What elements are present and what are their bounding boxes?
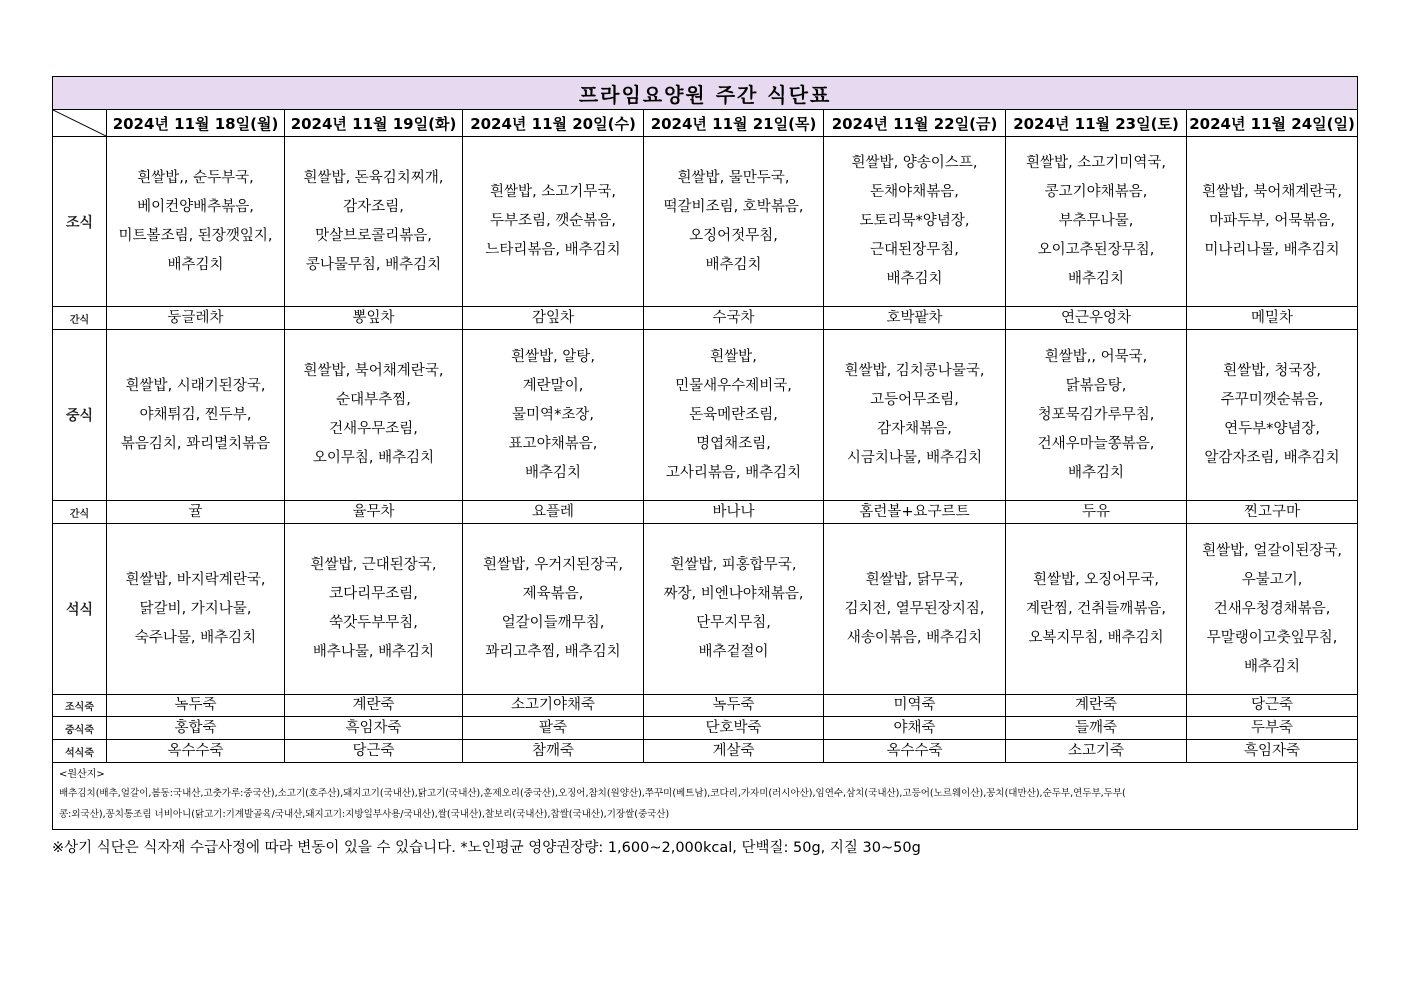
- menu-item-line: 배추김치: [1067, 271, 1125, 287]
- origin-row: [53, 763, 1358, 830]
- row-label: 조식죽: [53, 695, 107, 717]
- snack1-row: [53, 307, 1358, 330]
- menu-item-line: 우불고기,: [1241, 571, 1303, 588]
- menu-item-line: 오이무침, 배추김치: [312, 450, 435, 466]
- menu-item-line: 볶음김치, 꽈리멸치볶음: [120, 435, 271, 452]
- meal-cell: [1187, 330, 1358, 501]
- footnote: ※상기 식단은 식자재 수급사정에 따라 변동이 있을 수 있습니다. *노인평균 영양권장량: 1,600~2,000kcal, 단백질: 50g, 지질 30~50g: [52, 840, 921, 856]
- snack-cell: 바나나: [644, 501, 824, 524]
- breakfast-row: [53, 137, 1358, 307]
- menu-item-line: 숙주나물, 배추김치: [134, 629, 257, 646]
- origin-info: [53, 763, 1358, 830]
- menu-item-line: 흰쌀밥, 소고기미역국,: [1026, 155, 1166, 171]
- menu-item-line: 닭갈비, 가지나물,: [139, 600, 252, 617]
- menu-item-line: 돈채야채볶음,: [870, 184, 959, 200]
- porridge-cell: 녹두죽: [107, 695, 285, 717]
- menu-item-line: 돈육메란조림,: [689, 406, 778, 423]
- menu-item-line: 흰쌀밥, 얼갈이된장국,: [1202, 542, 1342, 559]
- meal-cell: [1006, 330, 1187, 501]
- snack-cell: 수국차: [644, 307, 824, 330]
- meal-cell: [463, 137, 644, 307]
- date-header: 2024년 11월 21일(목): [644, 110, 824, 137]
- lunch-row: [53, 330, 1358, 501]
- menu-item-line: 오복지무침, 배추김치: [1028, 629, 1164, 646]
- meal-cell: [644, 330, 824, 501]
- menu-item-line: 배추김치: [705, 256, 762, 273]
- porridge_d-row: [53, 740, 1358, 763]
- meal-cell: [1006, 137, 1187, 307]
- row-label: 석식: [53, 524, 107, 695]
- menu-item-line: 도토리묵*양념장,: [859, 213, 970, 229]
- menu-item-line: 감자조림,: [343, 198, 404, 215]
- menu-item-line: 건새우무조림,: [329, 421, 418, 437]
- menu-item-line: 흰쌀밥, 북어채계란국,: [1202, 184, 1342, 200]
- date-header: 2024년 11월 18일(월): [107, 110, 285, 137]
- snack-cell: 호박팥차: [824, 307, 1006, 330]
- date-header: 2024년 11월 23일(토): [1006, 110, 1187, 137]
- origin-title: <원산지>: [59, 769, 105, 780]
- snack2-row: [53, 501, 1358, 524]
- porridge-cell: 흑임자죽: [285, 717, 463, 740]
- menu-item-line: 오징어젓무침,: [689, 227, 778, 244]
- menu-item-line: 민물새우수제비국,: [675, 377, 792, 394]
- porridge-cell: 당근죽: [1187, 695, 1358, 717]
- porridge_b-row: [53, 695, 1358, 717]
- row-label: 석식죽: [53, 740, 107, 763]
- porridge-cell: 참깨죽: [463, 740, 644, 763]
- menu-item-line: 근대된장무침,: [870, 242, 959, 258]
- menu-item-line: 연두부*양념장,: [1224, 421, 1320, 437]
- menu-item-line: 흰쌀밥, 물만두국,: [677, 169, 790, 186]
- menu-item-line: 흰쌀밥, 피홍합무국,: [670, 557, 797, 573]
- meal-cell: [824, 524, 1006, 695]
- snack-cell: 감잎차: [463, 307, 644, 330]
- row-label: 간식: [53, 501, 107, 524]
- menu-item-line: 배추김치: [1244, 658, 1301, 675]
- menu-item-line: 흰쌀밥, 청국장,: [1223, 363, 1321, 379]
- menu-item-line: 배추겉절이: [698, 644, 769, 660]
- row-label: 간식: [53, 307, 107, 330]
- menu-item-line: 계란찜, 건취들깨볶음,: [1026, 600, 1166, 617]
- porridge-cell: 계란죽: [1006, 695, 1187, 717]
- menu-item-line: 배추김치: [886, 271, 943, 287]
- menu-item-line: 코다리무조림,: [329, 586, 418, 602]
- menu-item-line: 배추김치: [1067, 464, 1125, 481]
- meal-cell: [285, 330, 463, 501]
- weekly-menu-table: [52, 76, 1358, 830]
- menu-item-line: 흰쌀밥, 근대된장국,: [310, 557, 437, 573]
- date-header: 2024년 11월 22일(금): [824, 110, 1006, 137]
- menu-item-line: 건새우마늘쫑볶음,: [1037, 435, 1155, 452]
- menu-item-line: 흰쌀밥, 돈육김치찌개,: [303, 169, 444, 186]
- origin-line2: 콩:외국산),꽁치통조림 너비아니(닭고기:기계발골육/국내산,돼지고기:지방일부사용/국내산),쌀(국내산),찰보리(국내산),찹쌀(국내산),기장쌀(중국산): [59, 809, 670, 820]
- menu-item-line: 고사리볶음, 배추김치: [665, 464, 802, 481]
- porridge-cell: 들깨죽: [1006, 717, 1187, 740]
- menu-item-line: 쑥갓두부무침,: [329, 615, 418, 631]
- meal-cell: [1006, 524, 1187, 695]
- snack-cell: 둥글레차: [107, 307, 285, 330]
- snack-cell: 율무차: [285, 501, 463, 524]
- menu-item-line: 계란말이,: [522, 377, 584, 394]
- porridge-cell: 단호박죽: [644, 717, 824, 740]
- date-header: 2024년 11월 24일(일): [1187, 110, 1358, 137]
- menu-item-line: 고등어무조림,: [870, 392, 959, 408]
- menu-item-line: 무말랭이고춧잎무침,: [1206, 629, 1338, 646]
- menu-item-line: 흰쌀밥, 오징어무국,: [1033, 571, 1159, 588]
- porridge-cell: 미역죽: [824, 695, 1006, 717]
- menu-item-line: 흰쌀밥, 시래기된장국,: [125, 377, 266, 394]
- menu-item-line: 알감자조림, 배추김치: [1204, 450, 1340, 466]
- menu-item-line: 짜장, 비엔나야채볶음,: [663, 586, 804, 602]
- porridge-cell: 야채죽: [824, 717, 1006, 740]
- date-header: 2024년 11월 20일(수): [463, 110, 644, 137]
- menu-item-line: 흰쌀밥, 우거지된장국,: [483, 557, 623, 573]
- snack-cell: 요플레: [463, 501, 644, 524]
- porridge-cell: 게살죽: [644, 740, 824, 763]
- porridge-cell: 팥죽: [463, 717, 644, 740]
- snack-cell: 홈런볼+요구르트: [824, 501, 1006, 524]
- porridge-cell: 소고기죽: [1006, 740, 1187, 763]
- menu-item-line: 미나리나물, 배추김치: [1204, 242, 1340, 258]
- row-label: 중식죽: [53, 717, 107, 740]
- meal-cell: [463, 330, 644, 501]
- meal-cell: [1187, 524, 1358, 695]
- porridge-cell: 소고기야채죽: [463, 695, 644, 717]
- meal-cell: [644, 137, 824, 307]
- menu-item-line: 오이고추된장무침,: [1037, 242, 1155, 258]
- diagonal-line: [53, 110, 106, 136]
- menu-item-line: 흰쌀밥,, 어묵국,: [1044, 348, 1148, 365]
- meal-cell: [824, 330, 1006, 501]
- menu-item-line: 맛살브로콜리볶음,: [315, 227, 432, 244]
- origin-line1: 배추김치(배추,얼갈이,봄동:국내산,고춧가루:중국산),소고기(호주산),돼지고기(국내산),닭고기(국내산),훈제오리(중국산),오징어,참치(원양산),쭈꾸미(베트남),코다리,가자미(러시아산),임연수,삼치(국내산),고등어(노르웨이산),꽁치(대만산),순두부,연두부,두부(: [59, 788, 1126, 799]
- menu-item-line: 흰쌀밥,, 순두부국,: [137, 169, 254, 186]
- meal-cell: [285, 137, 463, 307]
- menu-item-line: 새송이볶음, 배추김치: [846, 629, 983, 646]
- header-corner: [53, 110, 107, 137]
- meal-cell: [107, 137, 285, 307]
- menu-item-line: 흰쌀밥, 닭무국,: [865, 571, 964, 588]
- row-label: 중식: [53, 330, 107, 501]
- meal-cell: [644, 524, 824, 695]
- menu-item-line: 콩고기야채볶음,: [1044, 184, 1148, 200]
- meal-cell: [285, 524, 463, 695]
- snack-cell: 찐고구마: [1187, 501, 1358, 524]
- menu-item-line: 감자채볶음,: [877, 421, 952, 437]
- porridge-cell: 녹두죽: [644, 695, 824, 717]
- menu-item-line: 마파두부, 어묵볶음,: [1209, 213, 1335, 229]
- meal-cell: [107, 524, 285, 695]
- row-label: 조식: [53, 137, 107, 307]
- porridge-cell: 옥수수죽: [824, 740, 1006, 763]
- menu-item-line: 느타리볶음, 배추김치: [485, 242, 621, 258]
- menu-item-line: 흰쌀밥, 김치콩나물국,: [844, 363, 985, 379]
- menu-item-line: 흰쌀밥, 바지락계란국,: [125, 571, 266, 588]
- menu-item-line: 김치전, 열무된장지짐,: [844, 600, 985, 617]
- porridge-cell: 옥수수죽: [107, 740, 285, 763]
- menu-item-line: 순대부추찜,: [336, 392, 411, 408]
- dinner-row: [53, 524, 1358, 695]
- snack-cell: 연근우엉차: [1006, 307, 1187, 330]
- porridge-cell: 홍합죽: [107, 717, 285, 740]
- menu-item-line: 주꾸미깻순볶음,: [1220, 392, 1324, 408]
- menu-item-line: 콩나물무침, 배추김치: [305, 256, 442, 273]
- menu-item-line: 제육볶음,: [522, 586, 584, 602]
- menu-item-line: 배추김치: [524, 464, 582, 481]
- menu-item-line: 야채튀김, 찐두부,: [139, 406, 252, 423]
- menu-item-line: 미트볼조림, 된장깻잎지,: [118, 227, 273, 244]
- menu-item-line: 흰쌀밥,: [710, 348, 757, 365]
- menu-item-line: 얼갈이들깨무침,: [501, 615, 605, 631]
- menu-item-line: 베이컨양배추볶음,: [137, 198, 254, 215]
- menu-item-line: 두부조림, 깻순볶음,: [490, 213, 616, 229]
- snack-cell: 메밀차: [1187, 307, 1358, 330]
- menu-item-line: 닭볶음탕,: [1065, 377, 1127, 394]
- date-header: 2024년 11월 19일(화): [285, 110, 463, 137]
- menu-item-line: 흰쌀밥, 양송이스프,: [851, 155, 978, 171]
- menu-item-line: 청포묵김가루무침,: [1037, 406, 1155, 423]
- menu-item-line: 건새우청경채볶음,: [1213, 600, 1331, 617]
- menu-title: 프라임요양원 주간 식단표: [53, 77, 1358, 110]
- menu-item-line: 명엽채조림,: [696, 435, 771, 452]
- snack-cell: 뽕잎차: [285, 307, 463, 330]
- porridge_l-row: [53, 717, 1358, 740]
- meal-cell: [824, 137, 1006, 307]
- porridge-cell: 당근죽: [285, 740, 463, 763]
- porridge-cell: 두부죽: [1187, 717, 1358, 740]
- menu-item-line: 단무지무침,: [696, 615, 771, 631]
- menu-item-line: 부추무나물,: [1058, 213, 1134, 229]
- meal-cell: [1187, 137, 1358, 307]
- menu-item-line: 떡갈비조림, 호박볶음,: [663, 198, 804, 215]
- menu-item-line: 물미역*초장,: [512, 406, 594, 423]
- menu-item-line: 표고야채볶음,: [508, 435, 598, 452]
- menu-item-line: 흰쌀밥, 소고기무국,: [490, 184, 616, 200]
- menu-item-line: 흰쌀밥, 알탕,: [511, 348, 595, 365]
- snack-cell: 두유: [1006, 501, 1187, 524]
- porridge-cell: 계란죽: [285, 695, 463, 717]
- menu-item-line: 흰쌀밥, 북어채계란국,: [303, 363, 444, 379]
- porridge-cell: 흑임자죽: [1187, 740, 1358, 763]
- menu-item-line: 시금치나물, 배추김치: [846, 450, 983, 466]
- meal-cell: [463, 524, 644, 695]
- meal-cell: [107, 330, 285, 501]
- menu-item-line: 배추나물, 배추김치: [312, 644, 435, 660]
- menu-item-line: 배추김치: [167, 256, 224, 273]
- snack-cell: 귤: [107, 501, 285, 524]
- menu-item-line: 꽈리고추찜, 배추김치: [485, 644, 621, 660]
